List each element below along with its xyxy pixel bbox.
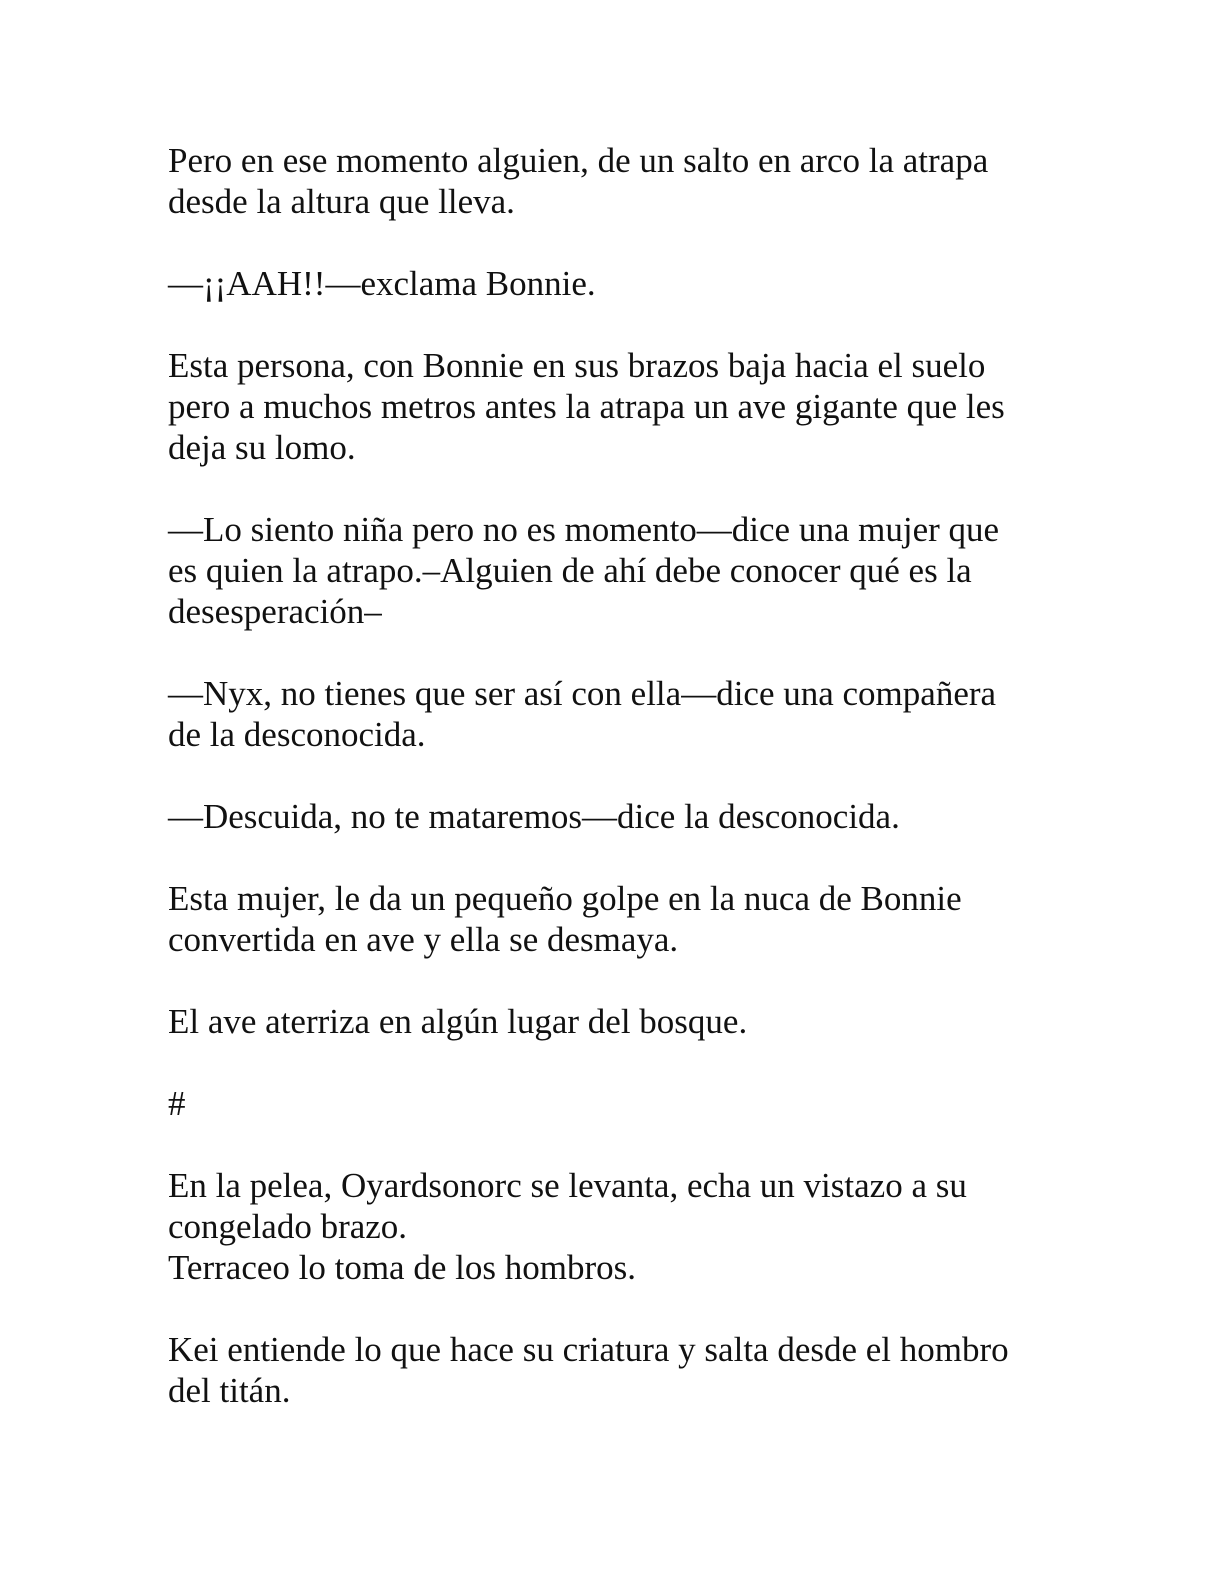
text-line: —Descuida, no te mataremos—dice la desconocida. (168, 797, 900, 836)
text-line: es quien la atrapo.–Alguien de ahí debe conocer qué es la (168, 551, 972, 590)
paragraph (168, 140, 1048, 222)
text-line: convertida en ave y ella se desmaya. (168, 920, 679, 959)
text-line: deja su lomo. (168, 428, 356, 467)
paragraph (168, 673, 1048, 755)
text-line: pero a muchos metros antes la atrapa un ave gigante que les (168, 387, 1005, 426)
text-line: —Nyx, no tienes que ser así con ella—dice una compañera (168, 674, 997, 713)
paragraph (168, 1165, 1048, 1288)
text-line: congelado brazo. (168, 1207, 408, 1246)
document-body (168, 140, 1048, 1452)
text-line: del titán. (168, 1371, 291, 1410)
paragraph (168, 1329, 1048, 1411)
paragraph (168, 509, 1048, 632)
text-line: —Lo siento niña pero no es momento—dice una mujer que (168, 510, 1000, 549)
scene-break (168, 1083, 1048, 1124)
text-line: de la desconocida. (168, 715, 426, 754)
scene-break-marker: # (168, 1084, 186, 1123)
text-line: Esta mujer, le da un pequeño golpe en la nuca de Bonnie (168, 879, 962, 918)
paragraph (168, 345, 1048, 468)
text-line: desde la altura que lleva. (168, 182, 515, 221)
paragraph (168, 878, 1048, 960)
text-line: —¡¡AAH!!—exclama Bonnie. (168, 264, 596, 303)
text-line: Terraceo lo toma de los hombros. (168, 1248, 636, 1287)
text-line: Kei entiende lo que hace su criatura y salta desde el hombro (168, 1330, 1009, 1369)
paragraph (168, 1001, 1048, 1042)
text-line: desesperación– (168, 592, 382, 631)
text-line: El ave aterriza en algún lugar del bosque. (168, 1002, 748, 1041)
text-line: Pero en ese momento alguien, de un salto en arco la atrapa (168, 141, 989, 180)
text-line: Esta persona, con Bonnie en sus brazos baja hacia el suelo (168, 346, 986, 385)
paragraph (168, 796, 1048, 837)
paragraph (168, 263, 1048, 304)
text-line: En la pelea, Oyardsonorc se levanta, echa un vistazo a su (168, 1166, 967, 1205)
